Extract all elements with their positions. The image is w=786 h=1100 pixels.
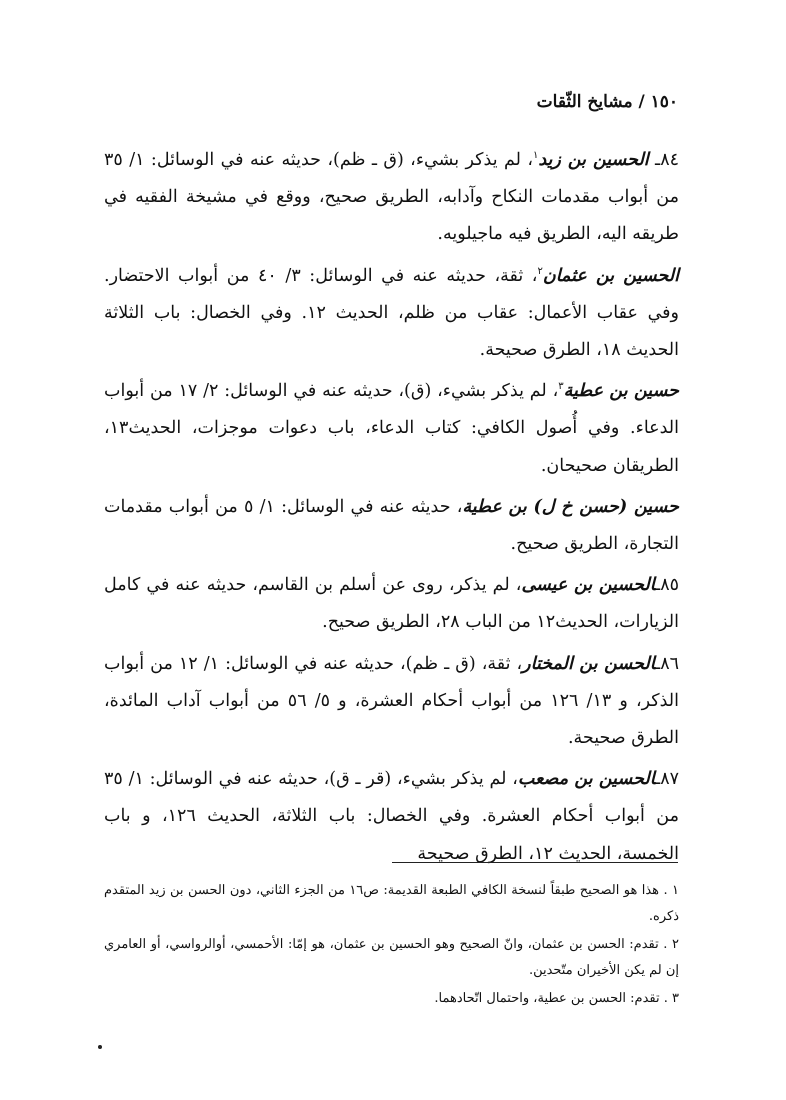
footnote-ref: ١ — [533, 150, 539, 162]
entry-text: ، لم يذكر بشيء، (ق ـ ظم)، حديثه عنه في الوسائل: ١/ ٣٥ من أبواب مقدمات النكاح وآدابه، الطريق صحيح، ووقع في مشيخة الفقيه في طريقه اليه، الطريق فيه ماجيلويه. — [104, 150, 679, 245]
narrator-name: الحسين بن زيد — [538, 150, 649, 170]
entry-husayn-hasan-bin-atiyya — [104, 489, 679, 563]
footnote-separator — [392, 862, 678, 863]
entry-al-husayn-bin-uthman — [104, 258, 679, 370]
entry-number: ٨٤ـ — [648, 150, 679, 170]
narrator-name: الحسين بن عثمان — [542, 265, 679, 286]
footnote-3: ٣ . تقدم: الحسن بن عطية، واحتمال اتّحادهما. — [434, 991, 679, 1006]
footnotes — [104, 878, 679, 1014]
entry-number: ٨٥ـ — [655, 575, 679, 596]
entry-84 — [104, 142, 679, 254]
entry-86 — [104, 646, 679, 758]
footnote-1: ١ . هذا هو الصحيح طبقاً لنسخة الكافي الطبعة القديمة: ص١٦ من الجزء الثاني، دون الحسن بن زيد المتقدم ذكره. — [104, 883, 679, 924]
entry-text: ، لم يذكر بشيء، (قر ـ ق)، حديثه عنه في الوسائل: ١/ ٣٥ من أبواب أحكام العشرة. وفي الخصال: باب الثلاثة، الحديث ١٢٦، و باب الخمسة، الحديث ١٢، الطرق صحيحة — [104, 769, 679, 864]
main-text — [104, 142, 679, 877]
narrator-name: الحسن بن المختار — [522, 653, 656, 674]
entry-87 — [104, 761, 679, 873]
footnote-ref: ٢ — [537, 265, 543, 277]
entry-number: ٨٧ـ — [655, 769, 679, 790]
page-mark — [98, 1045, 102, 1049]
narrator-name: حسين بن عطية — [563, 381, 679, 402]
page-header: ١٥٠ / مشايخ الثّقات — [536, 92, 678, 112]
entry-text: ، ثقة، حديثه عنه في الوسائل: ٣/ ٤٠ من أبواب الاحتضار. وفي عقاب الأعمال: عقاب من ظلم، الحديث ١٢. وفي الخصال: باب الثلاثة الحديث ١٨، الطرق صحيحة. — [104, 265, 679, 361]
entry-number: ٨٦ـ — [655, 653, 679, 674]
entry-husayn-bin-atiyya — [104, 373, 679, 485]
entry-text: ، لم يذكر، روى عن أسلم بن القاسم، حديثه عنه في كامل الزيارات، الحديث١٢ من الباب ٢٨، الطريق صحيح. — [104, 575, 679, 633]
entry-text: ، لم يذكر بشيء، (ق)، حديثه عنه في الوسائل: ٢/ ١٧ من أبواب الدعاء. وفي أُصول الكافي: كتاب الدعاء، باب دعوات موجزات، الحديث١٣، الطريقان صحيحان. — [104, 381, 679, 476]
entry-text: ، ثقة، (ق ـ ظم)، حديثه عنه في الوسائل: ١/ ١٢ من أبواب الذكر، و ١٣/ ١٢٦ من أبواب أحكام العشرة، و ٥/ ٥٦ من أبواب آداب المائدة، الطرق صحيحة. — [104, 653, 679, 749]
narrator-name: الحسين بن مصعب — [517, 769, 656, 790]
narrator-name: حسين (حسن خ ل) بن عطية — [462, 496, 679, 517]
footnote-ref: ٣ — [558, 381, 564, 393]
footnote-2: ٢ . تقدم: الحسن بن عثمان، وانّ الصحيح وهو الحسين بن عثمان، هو إمّا: الأحمسي، أوالرواسي، أو العامري إن لم يكن الأخيران متّحدين. — [104, 937, 679, 978]
entry-text: ، حديثه عنه في الوسائل: ١/ ٥ من أبواب مقدمات التجارة، الطريق صحيح. — [104, 496, 679, 555]
entry-85 — [104, 567, 679, 641]
narrator-name: الحسين بن عيسى — [521, 575, 656, 596]
